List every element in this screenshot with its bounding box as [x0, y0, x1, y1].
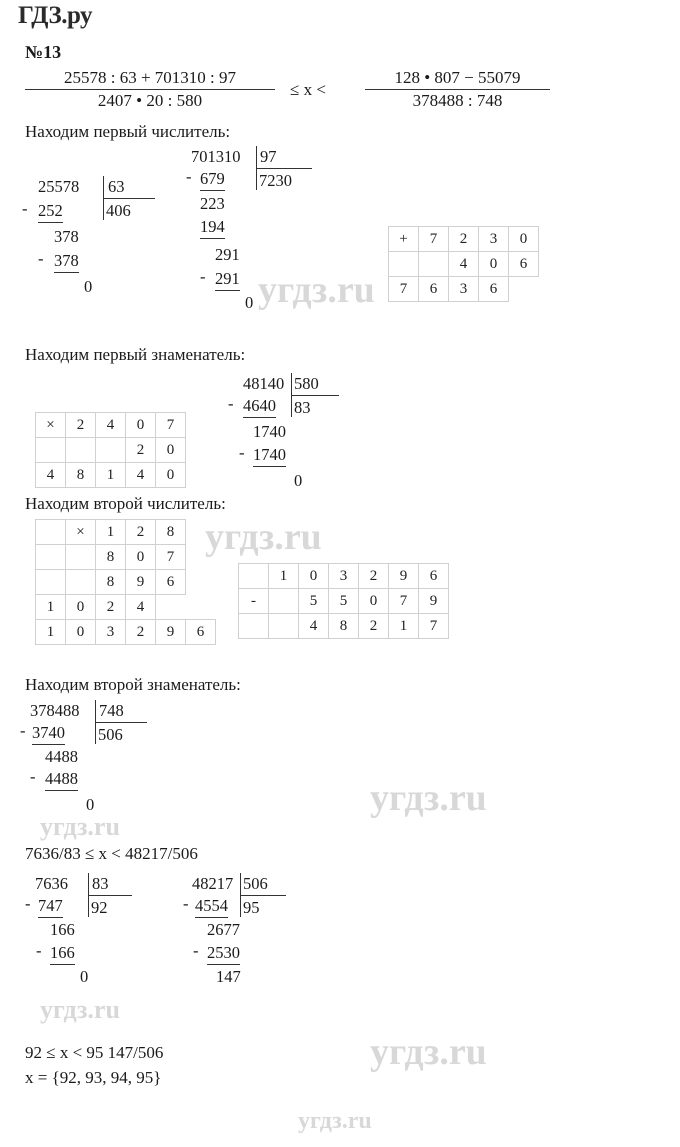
cell: 7: [156, 413, 186, 438]
cell: 0: [509, 227, 539, 252]
table-row: [36, 570, 216, 595]
table-row: [36, 463, 186, 488]
cell: 4: [36, 463, 66, 488]
cell: 2: [359, 614, 389, 639]
cell: 7: [389, 589, 419, 614]
cell: 1: [96, 520, 126, 545]
cell: 1: [36, 620, 66, 645]
cell: 0: [156, 438, 186, 463]
cell: [389, 252, 419, 277]
division-6-step-2: 2677: [207, 920, 240, 939]
minus-sign: -: [22, 199, 28, 218]
division-2-divisor: 97: [260, 147, 277, 166]
cell: 6: [419, 564, 449, 589]
table-row: [36, 620, 216, 645]
cell: [36, 520, 66, 545]
division-5-step-2: 166: [50, 920, 75, 939]
division-3-dividend: 48140: [243, 374, 285, 393]
division-6-step-3: 2530: [207, 944, 240, 965]
cell: 8: [96, 570, 126, 595]
cell: [66, 570, 96, 595]
minus-sign: -: [36, 941, 42, 960]
multiplication-sign: ×: [36, 413, 66, 438]
site-logo: ГДЗ.ру: [18, 2, 93, 29]
division-6-remainder: 147: [216, 967, 241, 986]
division-3-step-1: 4640: [243, 397, 276, 418]
cell: 2: [449, 227, 479, 252]
left-fraction-numerator: 25578 : 63 + 701310 : 97: [63, 68, 237, 87]
division-2-step-4: 291: [215, 245, 240, 264]
division-6-dividend: 48217: [192, 874, 234, 893]
cell: 3: [479, 227, 509, 252]
division-4-divisor: 748: [99, 701, 124, 720]
cell: 2: [126, 520, 156, 545]
division-2-dividend: 701310: [191, 147, 241, 166]
cell: 4: [126, 595, 156, 620]
right-fraction-denominator: 378488 : 748: [412, 91, 503, 110]
cell: 6: [479, 277, 509, 302]
cell: 4: [299, 614, 329, 639]
section-heading-1: Находим первый числитель:: [25, 122, 231, 141]
cell: [509, 277, 539, 302]
cell: 3: [329, 564, 359, 589]
watermark: угдз.ru: [258, 269, 375, 311]
left-fraction: [25, 68, 275, 111]
cell: [269, 589, 299, 614]
left-fraction-denominator: 2407 • 20 : 580: [97, 91, 203, 110]
cell: 7: [389, 277, 419, 302]
division-2-quotient: 7230: [259, 171, 292, 190]
cell: 1: [96, 463, 126, 488]
cell: 0: [479, 252, 509, 277]
division-3-step-2: 1740: [253, 422, 286, 441]
answer-line-2: x = {92, 93, 94, 95}: [25, 1068, 162, 1087]
division-1-divisor: 63: [108, 177, 125, 196]
minus-sign: -: [25, 894, 31, 913]
addition-sign: +: [389, 227, 419, 252]
cell: 5: [299, 589, 329, 614]
cell: 1: [269, 564, 299, 589]
table-row: [239, 564, 449, 589]
division-1-step-2: 378: [54, 227, 79, 246]
cell: [36, 570, 66, 595]
cell: 6: [419, 277, 449, 302]
minus-sign: -: [30, 767, 36, 786]
cell: 7: [419, 227, 449, 252]
cell: 8: [96, 545, 126, 570]
division-4-step-3: 4488: [45, 770, 78, 791]
division-6-step-1: 4554: [195, 897, 228, 918]
division-2-step-1: 679: [200, 170, 225, 191]
cell: 0: [66, 595, 96, 620]
section-heading-2: Находим первый знаменатель:: [25, 345, 246, 364]
watermark: угдз.ru: [205, 516, 322, 558]
cell: 6: [509, 252, 539, 277]
cell: 7: [156, 545, 186, 570]
division-5-dividend: 7636: [35, 874, 68, 893]
division-2-remainder: 0: [245, 293, 254, 312]
minus-sign: -: [193, 941, 199, 960]
division-4-quotient: 506: [98, 725, 123, 744]
minus-sign: -: [186, 167, 192, 186]
watermark: угдз.ru: [40, 812, 120, 841]
cell: 0: [66, 620, 96, 645]
cell: 2: [359, 564, 389, 589]
division-1-quotient: 406: [106, 201, 131, 220]
table-row: [389, 277, 539, 302]
table-row: [36, 413, 186, 438]
table-row: [239, 589, 449, 614]
minus-sign: -: [239, 443, 245, 462]
cell: 0: [126, 413, 156, 438]
cell: 2: [126, 620, 156, 645]
watermark: угдз.ru: [370, 777, 487, 819]
right-fraction-numerator: 128 • 807 − 55079: [394, 68, 521, 87]
table-row: [36, 520, 216, 545]
cell: 0: [126, 545, 156, 570]
cell: [66, 545, 96, 570]
multiplication-1-table: [35, 412, 186, 488]
division-3-remainder: 0: [294, 471, 303, 490]
table-row: [36, 595, 216, 620]
division-5-divisor: 83: [92, 874, 109, 893]
table-row: [389, 252, 539, 277]
cell: [96, 438, 126, 463]
cell: 4: [449, 252, 479, 277]
cell: 6: [186, 620, 216, 645]
multiplication-sign: ×: [66, 520, 96, 545]
cell: 6: [156, 570, 186, 595]
division-2-bar: [256, 168, 312, 169]
section-heading-3: Находим второй числитель:: [25, 494, 226, 513]
division-5-step-1: 747: [38, 897, 63, 918]
cell: 9: [389, 564, 419, 589]
cell: [36, 545, 66, 570]
division-1-step-1: 252: [38, 202, 63, 223]
division-4-step-2: 4488: [45, 747, 78, 766]
table-row: [239, 614, 449, 639]
answer-line-1: 92 ≤ x < 95 147/506: [25, 1043, 164, 1062]
cell: 9: [156, 620, 186, 645]
cell: [419, 252, 449, 277]
section-heading-4: Находим второй знаменатель:: [25, 675, 241, 694]
division-4-remainder: 0: [86, 795, 95, 814]
table-row: [36, 545, 216, 570]
addition-1-table: [388, 226, 539, 302]
division-1-remainder: 0: [84, 277, 93, 296]
cell: 9: [126, 570, 156, 595]
cell: 4: [96, 413, 126, 438]
division-2-step-3: 194: [200, 218, 225, 239]
division-3-step-3: 1740: [253, 446, 286, 467]
division-6-quotient: 95: [243, 898, 260, 917]
watermark: угдз.ru: [40, 995, 120, 1024]
division-5-remainder: 0: [80, 967, 89, 986]
cell: 3: [449, 277, 479, 302]
cell: 2: [66, 413, 96, 438]
division-1-step-3: 378: [54, 252, 79, 273]
division-3-divisor: 580: [294, 374, 319, 393]
cell: 8: [329, 614, 359, 639]
minus-sign: -: [200, 267, 206, 286]
division-2-step-2: 223: [200, 194, 225, 213]
result-inequality: 7636/83 ≤ x < 48217/506: [25, 844, 198, 863]
cell: 3: [96, 620, 126, 645]
cell: 1: [36, 595, 66, 620]
cell: [36, 438, 66, 463]
cell: 4: [126, 463, 156, 488]
cell: 0: [299, 564, 329, 589]
right-fraction: [365, 68, 550, 111]
cell: [239, 614, 269, 639]
division-4-step-1: 3740: [32, 724, 65, 745]
minus-sign: -: [38, 249, 44, 268]
cell: 8: [156, 520, 186, 545]
cell: [156, 595, 186, 620]
division-6-divisor: 506: [243, 874, 268, 893]
cell: 0: [156, 463, 186, 488]
cell: 2: [96, 595, 126, 620]
cell: 0: [359, 589, 389, 614]
division-1-bar: [103, 198, 155, 199]
cell: 7: [419, 614, 449, 639]
cell: 1: [389, 614, 419, 639]
division-5-bar: [88, 895, 132, 896]
cell: [269, 614, 299, 639]
multiplication-2-table: [35, 519, 216, 645]
task-number: №13: [25, 42, 62, 62]
division-4-dividend: 378488: [30, 701, 80, 720]
minus-sign: -: [183, 894, 189, 913]
watermark: угдз.ru: [298, 1108, 372, 1134]
subtraction-sign: -: [239, 589, 269, 614]
minus-sign: -: [228, 394, 234, 413]
inequality-operator: ≤ x <: [290, 80, 326, 99]
division-4-bar: [95, 722, 147, 723]
cell: [66, 438, 96, 463]
table-row: [389, 227, 539, 252]
division-5-step-3: 166: [50, 944, 75, 965]
cell: 9: [419, 589, 449, 614]
division-1-dividend: 25578: [38, 177, 80, 196]
table-row: [36, 438, 186, 463]
subtraction-1-table: [238, 563, 449, 639]
watermark: угдз.ru: [370, 1031, 487, 1073]
cell: 8: [66, 463, 96, 488]
cell: 2: [126, 438, 156, 463]
minus-sign: -: [20, 721, 26, 740]
division-2-step-5: 291: [215, 270, 240, 291]
division-3-quotient: 83: [294, 398, 311, 417]
division-5-quotient: 92: [91, 898, 108, 917]
division-6-bar: [240, 895, 286, 896]
division-3-bar: [291, 395, 339, 396]
cell: 5: [329, 589, 359, 614]
cell: [239, 564, 269, 589]
